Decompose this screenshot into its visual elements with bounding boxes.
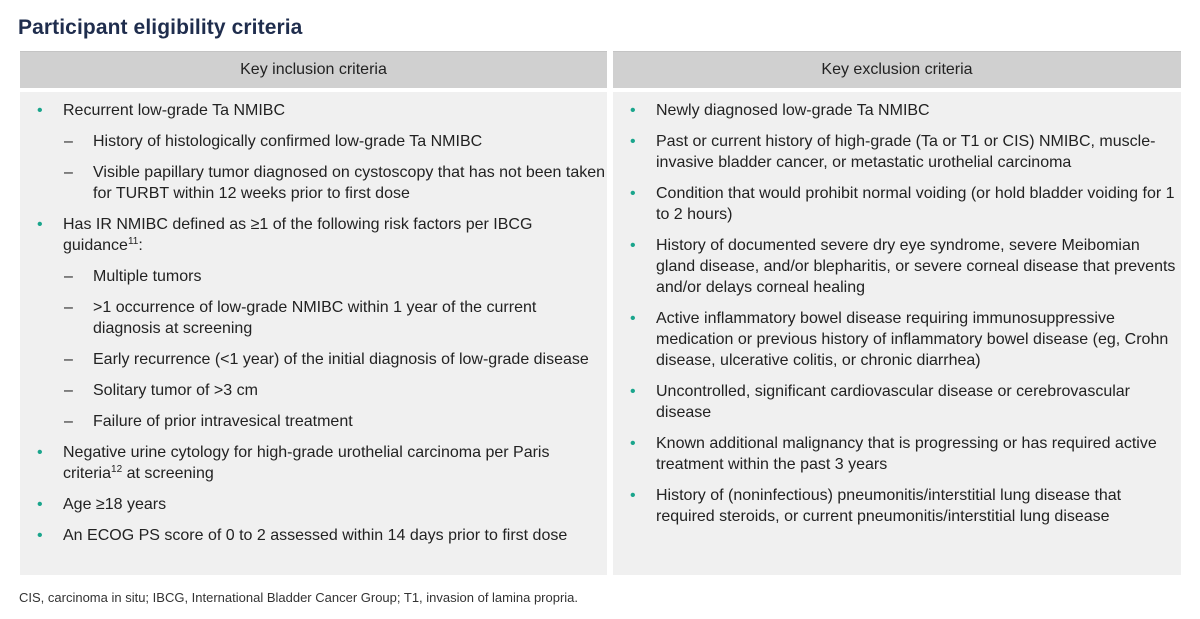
criterion-text-tail: at screening bbox=[122, 465, 214, 482]
criterion-text: Has IR NMIBC defined as ≥1 of the following risk factors per IBCG guidance bbox=[63, 216, 533, 254]
criterion-item bbox=[20, 100, 607, 121]
bullet-icon: • bbox=[37, 527, 43, 544]
criterion-item bbox=[20, 525, 607, 546]
criterion-text: Multiple tumors bbox=[93, 268, 202, 285]
criterion-item bbox=[20, 494, 607, 515]
criterion-text: Solitary tumor of >3 cm bbox=[93, 382, 258, 399]
dash-marker: – bbox=[64, 133, 73, 150]
criterion-text: Early recurrence (<1 year) of the initial diagnosis of low-grade disease bbox=[93, 351, 589, 368]
dash-marker: – bbox=[64, 299, 73, 316]
bullet-icon: • bbox=[37, 102, 43, 119]
criterion-text: Past or current history of high-grade (Ta or T1 or CIS) NMIBC, muscle-invasive bladder cancer, or metastatic urothelial carcinoma bbox=[656, 133, 1156, 171]
criterion-item bbox=[613, 308, 1181, 371]
criterion-text: History of documented severe dry eye syndrome, severe Meibomian gland disease, and/or blepharitis, or severe corneal disease that prevents and/or delays corneal healing bbox=[656, 237, 1176, 296]
dash-marker: – bbox=[64, 382, 73, 399]
criterion-text: Age ≥18 years bbox=[63, 496, 167, 513]
reference-superscript: 11 bbox=[127, 236, 139, 247]
bullet-icon: • bbox=[630, 310, 636, 327]
exclusion-body bbox=[613, 92, 1181, 575]
footnote: CIS, carcinoma in situ; IBCG, International Bladder Cancer Group; T1, invasion of lamina propria. bbox=[19, 590, 579, 605]
criterion-text: Newly diagnosed low-grade Ta NMIBC bbox=[656, 102, 930, 119]
inclusion-body bbox=[20, 92, 607, 575]
criterion-text: Visible papillary tumor diagnosed on cystoscopy that has not been taken for TURBT within 12 weeks prior to first dose bbox=[93, 164, 606, 202]
bullet-icon: • bbox=[630, 185, 636, 202]
exclusion-column bbox=[613, 51, 1181, 575]
criterion-subitem bbox=[20, 162, 607, 204]
criterion-item bbox=[613, 433, 1181, 475]
bullet-icon: • bbox=[37, 216, 43, 233]
criterion-text: Negative urine cytology for high-grade urothelial carcinoma per Paris criteria bbox=[63, 444, 550, 482]
criterion-item bbox=[613, 100, 1181, 121]
criterion-text: An ECOG PS score of 0 to 2 assessed within 14 days prior to first dose bbox=[63, 527, 568, 544]
criterion-text: History of (noninfectious) pneumonitis/interstitial lung disease that required steroids, or current pneumonitis/interstitial lung disease bbox=[656, 487, 1122, 525]
criterion-text: Known additional malignancy that is progressing or has required active treatment within the past 3 years bbox=[656, 435, 1157, 473]
bullet-icon: • bbox=[630, 237, 636, 254]
criterion-text: Active inflammatory bowel disease requiring immunosuppressive medication or previous history of inflammatory bowel disease (eg, Crohn disease, ulcerative colitis, or chronic diarrhea) bbox=[656, 310, 1169, 369]
criterion-text: Recurrent low-grade Ta NMIBC bbox=[63, 102, 286, 119]
criterion-item bbox=[20, 442, 607, 484]
criterion-text: Uncontrolled, significant cardiovascular disease or cerebrovascular disease bbox=[656, 383, 1131, 421]
criterion-item bbox=[613, 235, 1181, 298]
criterion-text-tail: : bbox=[138, 237, 143, 254]
criterion-text: Condition that would prohibit normal voiding (or hold bladder voiding for 1 to 2 hours) bbox=[656, 185, 1175, 223]
bullet-icon: • bbox=[630, 383, 636, 400]
criterion-item bbox=[613, 485, 1181, 527]
dash-marker: – bbox=[64, 413, 73, 430]
reference-superscript: 12 bbox=[111, 464, 123, 475]
criterion-subitem bbox=[20, 380, 607, 401]
criterion-subitem bbox=[20, 266, 607, 287]
exclusion-header: Key exclusion criteria bbox=[613, 51, 1181, 88]
criterion-item bbox=[613, 131, 1181, 173]
bullet-icon: • bbox=[630, 133, 636, 150]
page-title: Participant eligibility criteria bbox=[18, 16, 303, 39]
criterion-subitem bbox=[20, 297, 607, 339]
bullet-icon: • bbox=[630, 435, 636, 452]
inclusion-column bbox=[20, 51, 607, 575]
bullet-icon: • bbox=[37, 444, 43, 461]
criterion-text: Failure of prior intravesical treatment bbox=[93, 413, 353, 430]
criterion-item bbox=[613, 381, 1181, 423]
bullet-icon: • bbox=[630, 487, 636, 504]
criterion-text: History of histologically confirmed low-grade Ta NMIBC bbox=[93, 133, 483, 150]
bullet-icon: • bbox=[37, 496, 43, 513]
criterion-item bbox=[20, 214, 607, 256]
dash-marker: – bbox=[64, 268, 73, 285]
criterion-subitem bbox=[20, 131, 607, 152]
criterion-subitem bbox=[20, 411, 607, 432]
criterion-subitem bbox=[20, 349, 607, 370]
inclusion-header: Key inclusion criteria bbox=[20, 51, 607, 88]
bullet-icon: • bbox=[630, 102, 636, 119]
criterion-text: >1 occurrence of low-grade NMIBC within 1 year of the current diagnosis at screening bbox=[93, 299, 537, 337]
exclusion-list bbox=[613, 100, 1181, 527]
dash-marker: – bbox=[64, 351, 73, 368]
criterion-item bbox=[613, 183, 1181, 225]
dash-marker: – bbox=[64, 164, 73, 181]
inclusion-list bbox=[20, 100, 607, 546]
